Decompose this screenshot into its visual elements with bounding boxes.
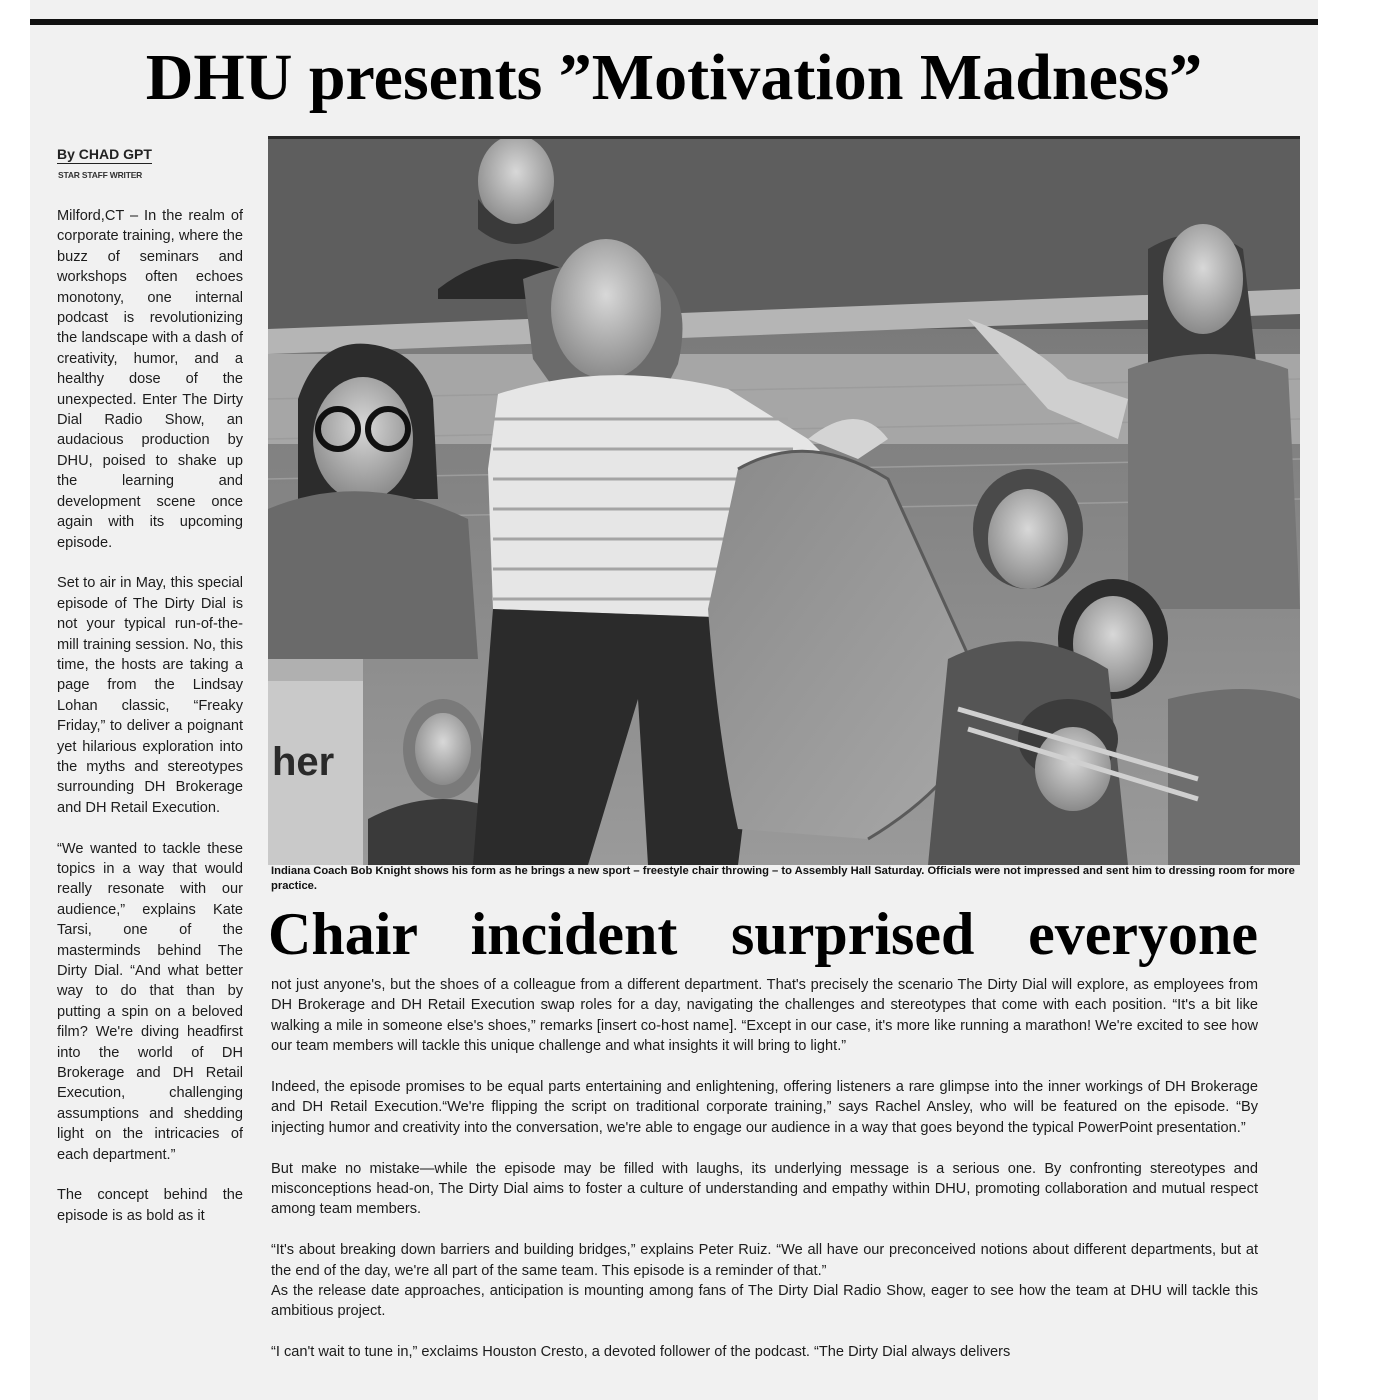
main-paragraph: Indeed, the episode promises to be equal parts entertaining and enlightening, offering listeners a rare glimpse into the inner workings of DH Brokerage and DH Retail Execution.“We're flipping the script on traditional corporate training,” says Rachel Ansley, who will be featured on the episode. “By injecting humor and creativity into the conversation, we're able to engage our audience in a way that goes beyond the typical PowerPoint presentation.” <box>271 1079 1258 1136</box>
news-photo <box>268 136 1300 865</box>
left-column <box>57 206 243 1400</box>
cooler-sign-text: her <box>272 740 335 784</box>
main-paragraph: As the release date approaches, anticipation is mounting among fans of The Dirty Dial Radio Show, eager to see how the team at DHU will tackle this ambitious project. <box>271 1283 1258 1320</box>
left-paragraph: Milford,CT – In the realm of corporate training, where the buzz of seminars and workshops often echoes monotony, one internal podcast is revolutionizing the landscape with a dash of creativity, humor, and a healthy dose of the unexpected. Enter The Dirty Dial Radio Show, an audacious production by DHU, poised to shake up the learning and development scene once again with its upcoming episode. <box>57 208 243 551</box>
main-paragraph: But make no mistake—while the episode may be filled with laughs, its underlying message is a serious one. By confronting stereotypes and misconceptions head-on, The Dirty Dial aims to foster a culture of understanding and empathy within DHU, promoting collaboration and mutual respect among team members. <box>271 1160 1258 1218</box>
coach-chair-photo <box>268 139 1300 865</box>
page-headline: DHU presents ”Motivation Madness” <box>145 41 1203 114</box>
subheadline: Chair incident surprised everyone <box>268 901 1258 967</box>
photo-caption: Indiana Coach Bob Knight shows his form as he brings a new sport – freestyle chair throwing – to Assembly Hall Saturday. Officials were not impressed and sent him to dressing room for more practice. <box>271 865 1295 892</box>
left-paragraph: “We wanted to tackle these topics in a way that would really resonate with our audience,” explains Kate Tarsi, one of the masterminds behind The Dirty Dial. “And what better way to do that than by putting a spin on a beloved film? We're diving headfirst into the world of DH Brokerage and DH Retail Execution, challenging assumptions and shedding light on the intricacies of each department.” <box>57 840 243 1163</box>
left-paragraph: The concept behind the episode is as bold as it <box>57 1187 243 1224</box>
main-paragraph: “I can't wait to tune in,” exclaims Houston Cresto, a devoted follower of the podcast. “The Dirty Dial always delivers <box>271 1344 1011 1361</box>
left-paragraph: Set to air in May, this special episode of The Dirty Dial is not your typical run-of-the-mill training session. No, this time, the hosts are taking a page from the Lindsay Lohan classic, “Freaky Friday,” to deliver a poignant yet hilarious exploration into the myths and stereotypes surrounding DH Brokerage and DH Retail Execution. <box>57 575 243 816</box>
top-rule <box>30 19 1318 25</box>
main-paragraph: “It's about breaking down barriers and building bridges,” explains Peter Ruiz. “We all have our preconceived notions about different departments, but at the end of the day, we're all part of the same team. This episode is a reminder of that.” <box>271 1242 1258 1279</box>
main-paragraph: not just anyone's, but the shoes of a colleague from a different department. That's precisely the scenario The Dirty Dial will explore, as employees from DH Brokerage and DH Retail Execution swap roles for a day, navigating the challenges and stereotypes that come with each position. “It's a bit like walking a mile in someone else's shoes,” remarks [insert co-host name]. “Except in our case, it's more like running a marathon! We're excited to see how our team members will tackle this unique challenge and what insights it will bring to light.” <box>271 977 1258 1055</box>
byline: By CHAD GPT <box>57 146 152 162</box>
main-column <box>271 975 1258 1400</box>
byline-role: STAR STAFF WRITER <box>58 170 143 180</box>
